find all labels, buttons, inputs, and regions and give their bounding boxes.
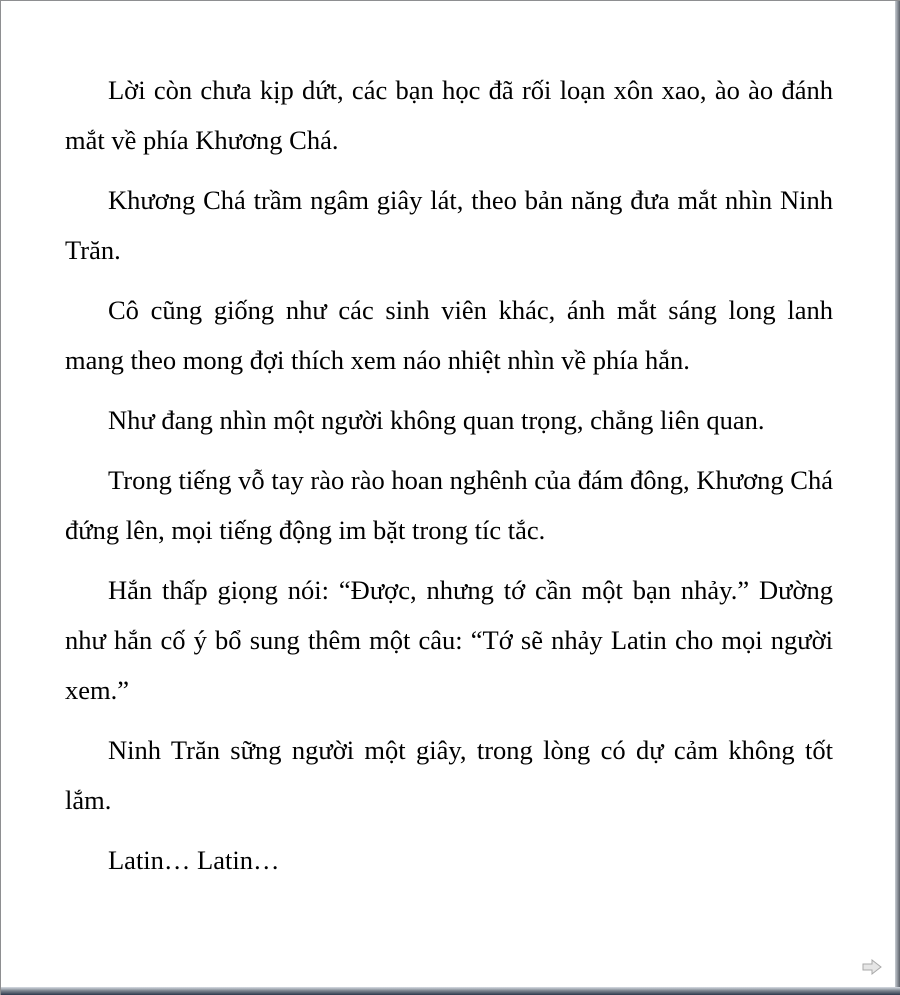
paragraph-7: Ninh Trăn sững người một giây, trong lòng có dự cảm không tốt lắm. bbox=[65, 735, 833, 815]
next-page-arrow-icon[interactable] bbox=[862, 959, 882, 975]
paragraph-4: Như đang nhìn một người không quan trọng, chẳng liên quan. bbox=[108, 405, 765, 435]
document-page bbox=[65, 65, 833, 895]
paragraph-6: Hắn thấp giọng nói: “Được, nhưng tớ cần một bạn nhảy.” Dường như hắn cố ý bổ sung thêm một câu: “Tớ sẽ nhảy Latin cho mọi người xem.” bbox=[65, 575, 833, 705]
paragraph-5: Trong tiếng vỗ tay rào rào hoan nghênh của đám đông, Khương Chá đứng lên, mọi tiếng động im bặt trong tíc tắc. bbox=[65, 465, 833, 545]
paragraph-1: Lời còn chưa kịp dứt, các bạn học đã rối loạn xôn xao, ào ào đánh mắt về phía Khương Chá. bbox=[65, 75, 833, 155]
arrow-right-icon bbox=[862, 959, 882, 975]
window-bottom-edge bbox=[1, 987, 900, 995]
paragraph-2: Khương Chá trầm ngâm giây lát, theo bản năng đưa mắt nhìn Ninh Trăn. bbox=[65, 185, 833, 265]
paragraph-8: Latin… Latin… bbox=[108, 845, 280, 875]
window-right-edge bbox=[895, 1, 900, 995]
paragraph-3: Cô cũng giống như các sinh viên khác, ánh mắt sáng long lanh mang theo mong đợi thích xem náo nhiệt nhìn về phía hắn. bbox=[65, 295, 833, 375]
